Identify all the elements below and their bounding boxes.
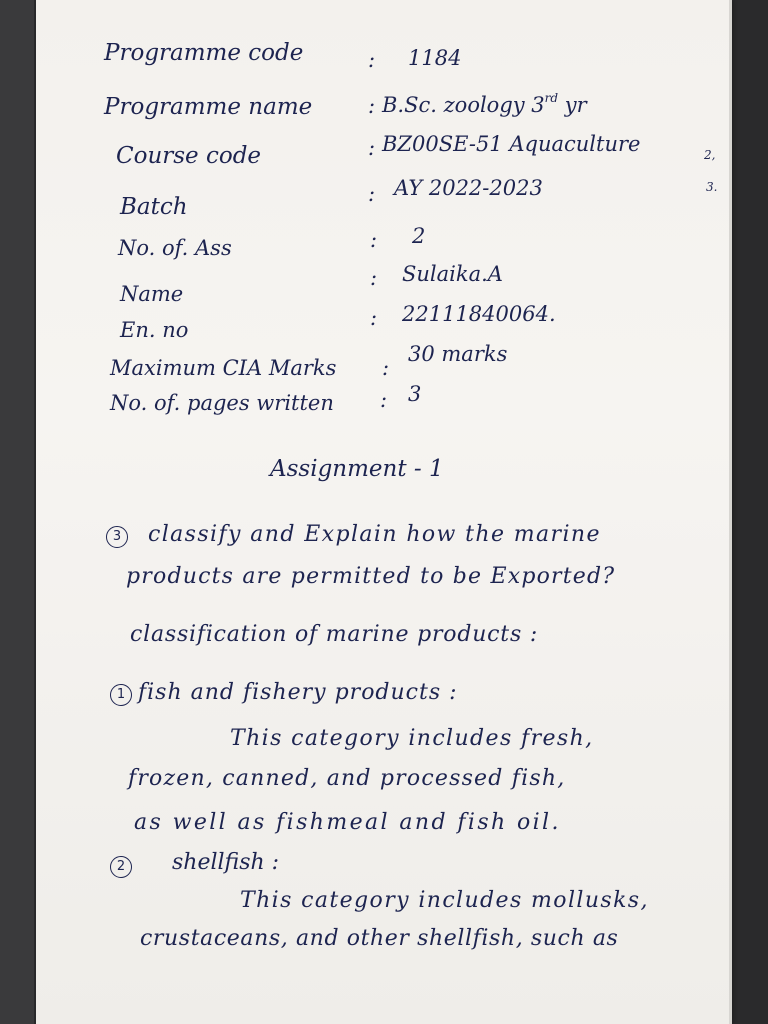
item-number: 1: [110, 684, 132, 706]
separator: :: [370, 228, 378, 252]
separator: :: [370, 266, 378, 290]
label-programme-code: Programme code: [104, 40, 304, 66]
label-course-code: Course code: [116, 143, 262, 169]
separator: :: [370, 306, 378, 330]
item-title: fish and fishery products :: [138, 680, 458, 705]
label-programme-name: Programme name: [104, 94, 313, 120]
separator: :: [368, 136, 376, 160]
page-edge: [729, 0, 732, 1024]
label-name: Name: [120, 282, 184, 306]
question-line-1: classify and Explain how the marine: [148, 522, 601, 547]
label-enrolment-no: En. no: [120, 318, 189, 342]
separator: :: [368, 94, 376, 118]
value-pages-written: 3: [408, 382, 422, 406]
item-text-line: as well as fishmeal and fish oil.: [134, 810, 561, 835]
separator: :: [368, 182, 376, 206]
value-batch: AY 2022-2023: [394, 176, 543, 200]
assignment-title: Assignment - 1: [270, 456, 444, 482]
label-batch: Batch: [120, 194, 188, 220]
item-text-line: frozen, canned, and processed fish,: [128, 766, 566, 791]
item-text-line: This category includes fresh,: [230, 726, 594, 751]
value-course-code: BZ00SE-51 Aquaculture: [382, 132, 641, 156]
label-max-cia-marks: Maximum CIA Marks: [110, 356, 337, 380]
value-enrolment-no: 22111840064.: [402, 302, 556, 326]
label-no-of-ass: No. of. Ass: [118, 236, 232, 260]
item-number: 2: [110, 856, 132, 878]
label-pages-written: No. of. pages written: [110, 391, 334, 415]
margin-mark: 3.: [706, 180, 718, 194]
value-no-of-ass: 2: [412, 224, 426, 248]
question-line-2: products are permitted to be Exported?: [126, 564, 616, 589]
separator: :: [380, 388, 388, 412]
handwritten-page: [36, 0, 732, 1024]
value-programme-code: 1184: [408, 46, 462, 70]
value-name: Sulaika.A: [402, 262, 503, 286]
question-number: 3: [106, 526, 128, 548]
item-title: shellfish :: [172, 850, 280, 875]
margin-mark: 2,: [704, 148, 716, 162]
item-text-line: crustaceans, and other shellfish, such as: [140, 926, 619, 951]
separator: :: [368, 48, 376, 72]
value-max-cia-marks: 30 marks: [408, 342, 508, 366]
item-text-line: This category includes mollusks,: [240, 888, 649, 913]
section-heading: classification of marine products :: [130, 622, 539, 647]
value-programme-name: B.Sc. zoology 3rd yr: [382, 91, 587, 117]
separator: :: [382, 356, 390, 380]
